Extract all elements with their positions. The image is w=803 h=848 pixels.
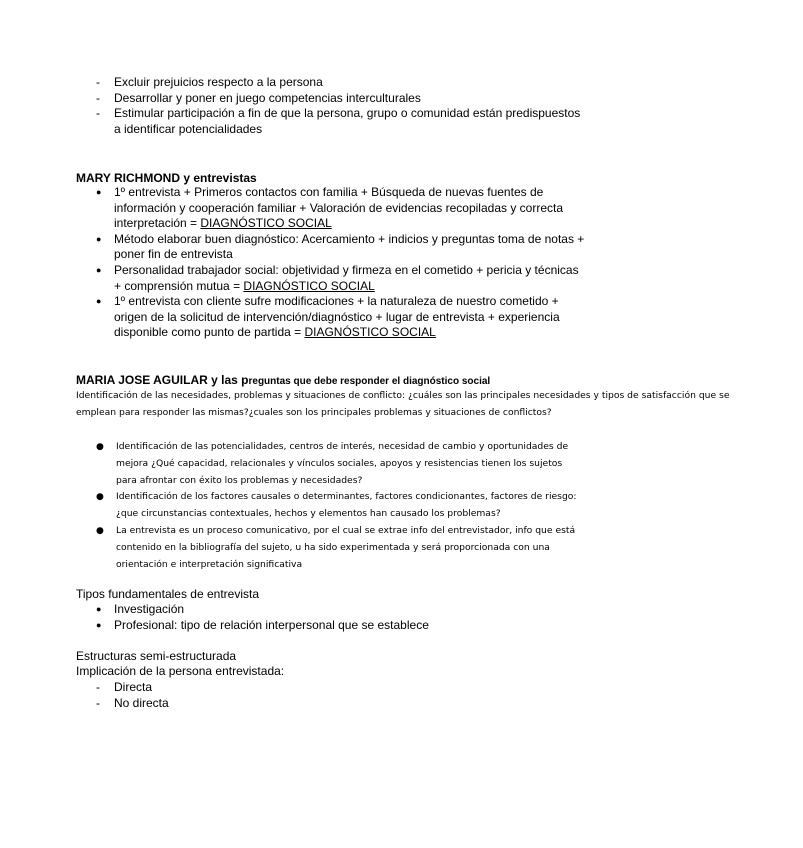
list-item-text: 1º entrevista con cliente sufre modificaciones + la naturaleza de nuestro cometido + origen de la solicitud de intervención/diagnóstico + lugar de entrevista + experiencia disponible como punto de partida =	[114, 294, 560, 340]
diagnostico-social-link: DIAGNÓSTICO SOCIAL	[243, 278, 375, 293]
list-item-text: Método elaborar buen diagnóstico: Acercamiento + indicios y preguntas toma de notas + poner fin de entrevista	[114, 231, 585, 262]
list-item-text: Identificación de los factores causales o determinantes, factores condicionantes, factores de riesgo: ¿que circunstancias contextuales, hechos y elementos han causado los problemas?	[116, 491, 577, 520]
list-item-text: Profesional: tipo de relación interpersonal que se establece	[114, 617, 429, 632]
list-item	[0, 696, 655, 712]
dash-marker: -	[96, 680, 100, 694]
bullet-marker: ●	[96, 619, 102, 630]
bullet-marker: ●	[96, 525, 104, 536]
dash-marker: -	[96, 695, 100, 710]
implicacion-line: Implicación de la persona entrevistada:	[76, 664, 285, 678]
list-item	[0, 263, 655, 294]
diagnostico-social-link: DIAGNÓSTICO SOCIAL	[304, 325, 436, 340]
list-item-text: Excluir prejuicios respecto a la persona	[114, 75, 323, 89]
list-item	[0, 602, 655, 618]
bullet-marker: ●	[96, 296, 102, 307]
list-item-text: La entrevista es un proceso comunicativo, por el cual se extrae info del entrevistador, info que está contenido en la bibliografía del sujeto, u ha sido experimentada y será proporcionada con una orientación e interpretación significativa	[116, 524, 576, 570]
tipos-heading: Tipos fundamentales de entrevista	[76, 587, 259, 601]
list-item-text: Directa	[114, 680, 153, 694]
list-item-text: No directa	[114, 695, 169, 710]
bullet-marker: ●	[96, 264, 102, 275]
estructuras-line: Estructuras semi-estructurada	[76, 649, 237, 663]
list-item	[0, 75, 655, 91]
list-item	[0, 489, 655, 523]
list-item	[0, 680, 655, 696]
tipos-list	[0, 602, 655, 633]
list-item	[0, 294, 655, 341]
dash-marker: -	[96, 75, 100, 89]
richmond-list	[0, 185, 655, 341]
list-item-text: Personalidad trabajador social: objetividad y firmeza en el cometido + pericia y técnicas + comprensión mutua =	[114, 262, 579, 293]
list-item	[0, 523, 655, 573]
list-item-text: 1º entrevista + Primeros contactos con familia + Búsqueda de nuevas fuentes de información y cooperación familiar + Valoración de evidencias recopiladas y correcta interpretación =	[114, 185, 564, 231]
diagnostico-social-link: DIAGNÓSTICO SOCIAL	[200, 216, 332, 231]
implicacion-list	[0, 680, 655, 711]
list-item	[0, 91, 655, 107]
bullet-marker: ●	[96, 604, 102, 614]
list-item	[0, 618, 655, 634]
dash-marker: -	[96, 90, 100, 105]
bullet-marker: ●	[96, 492, 104, 503]
list-item-text: Investigación	[114, 602, 185, 616]
aguilar-intro: Identificación de las necesidades, problemas y situaciones de conflicto: ¿cuáles son las principales necesidades y tipos de satisfacción que se emplean para responder las mismas?¿cuales son los principales problemas y situaciones de conflictos?	[76, 390, 730, 418]
aguilar-heading-sub: reguntas que debe responder el diagnóstico social	[248, 376, 491, 387]
bullet-marker: ●	[96, 187, 102, 197]
list-item-text: Identificación de las potencialidades, centros de interés, necesidad de cambio y oportunidades de mejora ¿Qué capacidad, relacionales y vínculos sociales, apoyos y resistencias tienen los sujetos para afrontar con éxito los problemas y necesidades?	[116, 441, 569, 486]
bullet-marker: ●	[96, 442, 104, 452]
richmond-heading: MARY RICHMOND y entrevistas	[76, 171, 257, 185]
aguilar-heading-main: MARIA JOSE AGUILAR y las p	[76, 373, 249, 387]
bullet-marker: ●	[96, 233, 102, 244]
aguilar-list	[0, 439, 655, 573]
list-item-text: Desarrollar y poner en juego competencias interculturales	[114, 90, 421, 105]
list-item	[0, 439, 655, 489]
top-dash-list	[0, 75, 655, 137]
list-item-text: Estimular participación a fin de que la persona, grupo o comunidad están predispuestos a identificar potencialidades	[114, 106, 581, 136]
list-item	[0, 232, 655, 263]
list-item	[0, 185, 655, 232]
dash-marker: -	[96, 106, 100, 121]
list-item	[0, 106, 655, 137]
